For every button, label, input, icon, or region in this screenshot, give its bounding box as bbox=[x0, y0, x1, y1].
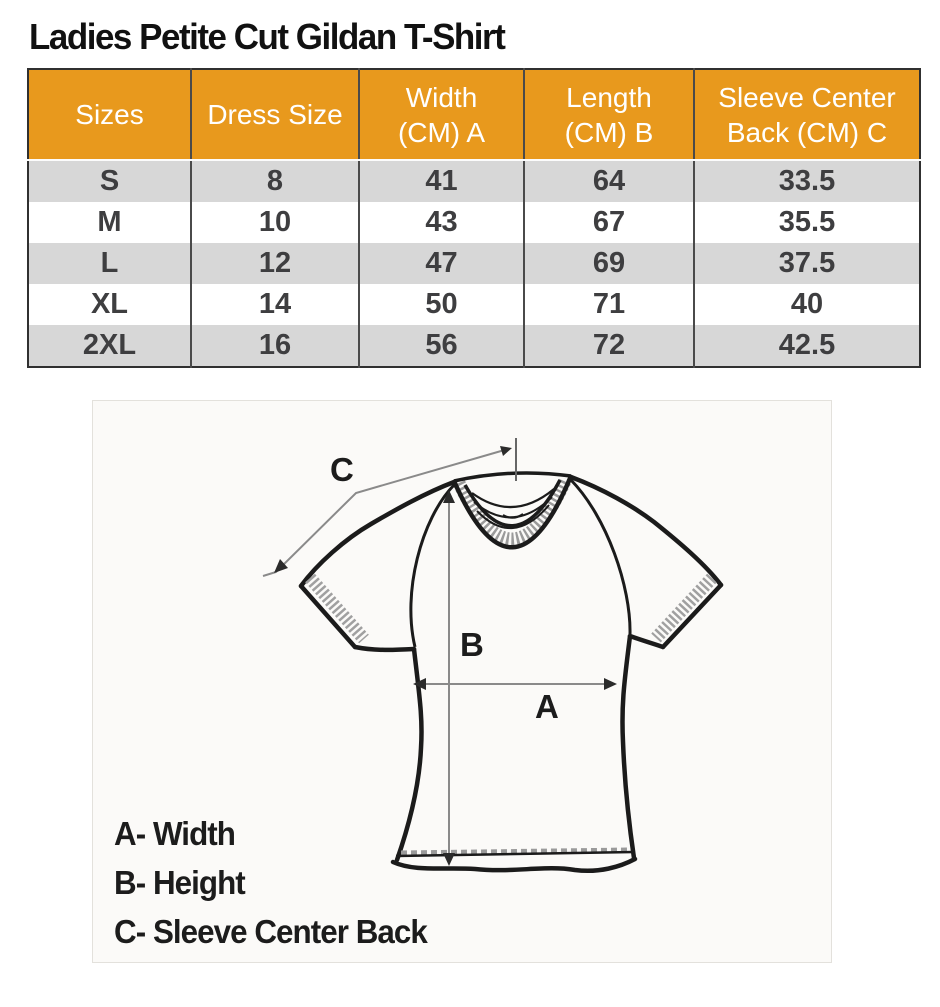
header-cell-sleeve-center-back bbox=[694, 69, 920, 160]
seams-and-cuffs bbox=[310, 480, 712, 856]
right-armhole-seam bbox=[571, 480, 630, 634]
legend-item-width: A- Width bbox=[114, 815, 235, 852]
table-cell: 64 bbox=[524, 160, 694, 202]
label-a: A bbox=[535, 688, 559, 725]
header-line: Width bbox=[405, 81, 478, 113]
table-row bbox=[28, 284, 920, 325]
table-cell: 72 bbox=[524, 325, 694, 367]
table-cell: 41 bbox=[359, 160, 524, 202]
header-line: Dress Size bbox=[207, 99, 343, 130]
table-cell: L bbox=[28, 243, 191, 284]
table-cell: 2XL bbox=[28, 325, 191, 367]
label-b: B bbox=[460, 626, 484, 663]
collar-back-edge bbox=[454, 473, 571, 481]
header-cell-sizes bbox=[28, 69, 191, 160]
arrowhead-icon bbox=[443, 853, 455, 866]
legend-item-sleeve-center-back: C- Sleeve Center Back bbox=[114, 913, 427, 950]
collar-rib-hatch bbox=[459, 479, 566, 539]
table-row bbox=[28, 160, 920, 202]
table-row bbox=[28, 243, 920, 284]
size-chart-header bbox=[28, 69, 920, 160]
header-line: Length bbox=[566, 81, 652, 113]
arrowhead-icon bbox=[604, 678, 617, 690]
left-armhole-seam bbox=[411, 485, 454, 647]
table-row bbox=[28, 325, 920, 367]
right-cuff-hatch bbox=[656, 578, 712, 638]
table-cell: 69 bbox=[524, 243, 694, 284]
collar-rib-line bbox=[472, 489, 554, 507]
header-line: Back (CM) C bbox=[726, 116, 888, 148]
table-cell: 10 bbox=[191, 202, 359, 243]
header-cell-dress-size bbox=[191, 69, 359, 160]
label-c: C bbox=[330, 451, 354, 488]
table-cell: 8 bbox=[191, 160, 359, 202]
table-cell: 35.5 bbox=[694, 202, 920, 243]
table-row bbox=[28, 202, 920, 243]
diagram-legend bbox=[114, 809, 427, 956]
measurement-diagram bbox=[92, 400, 832, 963]
table-cell: 14 bbox=[191, 284, 359, 325]
arrowhead-icon bbox=[500, 446, 512, 456]
table-cell: 71 bbox=[524, 284, 694, 325]
collar bbox=[454, 473, 571, 547]
table-cell: 37.5 bbox=[694, 243, 920, 284]
table-cell: M bbox=[28, 202, 191, 243]
table-cell: 50 bbox=[359, 284, 524, 325]
header-line: Sleeve Center bbox=[718, 81, 896, 113]
table-cell: 33.5 bbox=[694, 160, 920, 202]
header-cell-length bbox=[524, 69, 694, 160]
header-cell-width bbox=[359, 69, 524, 160]
table-cell: XL bbox=[28, 284, 191, 325]
header-line: (CM) B bbox=[564, 116, 654, 148]
page-title: Ladies Petite Cut Gildan T-Shirt bbox=[29, 16, 505, 57]
table-cell: 16 bbox=[191, 325, 359, 367]
header-line: (CM) A bbox=[397, 116, 486, 148]
header-line: Sizes bbox=[75, 99, 144, 130]
table-cell: S bbox=[28, 160, 191, 202]
table-cell: 40 bbox=[694, 284, 920, 325]
table-cell: 56 bbox=[359, 325, 524, 367]
size-chart-table bbox=[27, 68, 921, 368]
table-cell: 12 bbox=[191, 243, 359, 284]
table-cell: 47 bbox=[359, 243, 524, 284]
table-cell: 42.5 bbox=[694, 325, 920, 367]
legend-item-height: B- Height bbox=[114, 864, 245, 901]
table-cell: 67 bbox=[524, 202, 694, 243]
table-cell: 43 bbox=[359, 202, 524, 243]
